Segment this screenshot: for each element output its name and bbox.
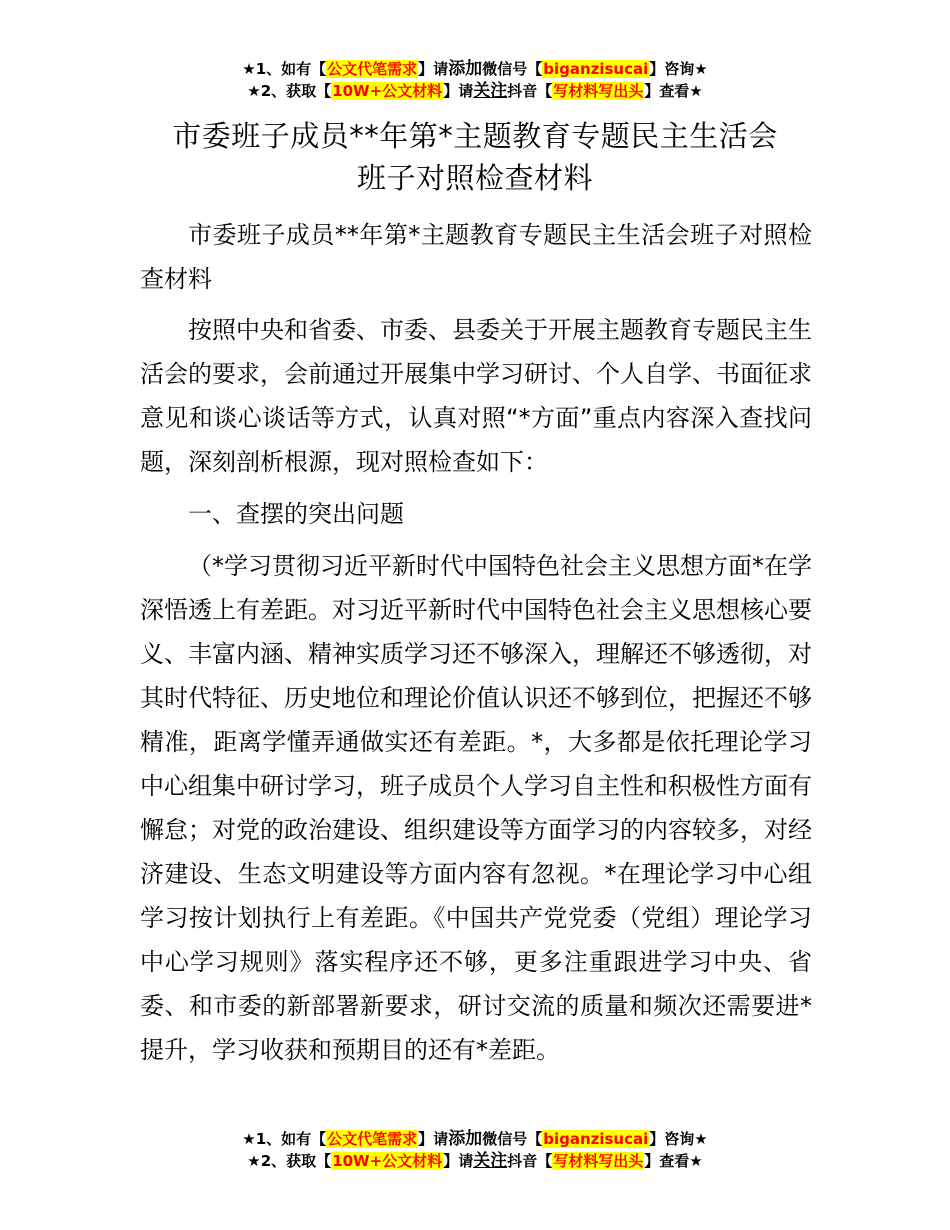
header-banner [0, 58, 950, 102]
paragraph-subtitle: 市委班子成员**年第*主题教育专题民主生活会班子对照检查材料 [140, 221, 812, 293]
footer-banner [0, 1128, 950, 1172]
banner-text: 】请 [418, 1130, 449, 1148]
banner-line-2 [0, 1150, 950, 1172]
banner-emphasis: 关注 [473, 81, 508, 101]
banner-text: 】请 [418, 60, 449, 78]
banner-text: 抖音【 [507, 82, 553, 100]
highlight-wechat-id: biganzisucai [543, 60, 649, 78]
banner-text: ★2、获取【 [247, 1152, 332, 1170]
banner-text: 微信号【 [482, 1130, 543, 1148]
highlight-wechat-id: biganzisucai [543, 1130, 649, 1148]
banner-text: 】请 [443, 1152, 474, 1170]
banner-text: 抖音【 [507, 1152, 553, 1170]
highlight-douyin-account: 写材料写出头 [553, 1152, 644, 1170]
highlight-materials: 10W+公文材料 [332, 82, 443, 100]
title-line-2: 班子对照检查材料 [356, 161, 593, 195]
banner-text: ★1、如有【 [242, 1130, 327, 1148]
banner-emphasis: 添加 [448, 1129, 483, 1149]
banner-line-2 [0, 80, 950, 102]
highlight-service: 公文代笔需求 [327, 1130, 418, 1148]
banner-text: 】咨询★ [649, 60, 708, 78]
banner-text: 】咨询★ [649, 1130, 708, 1148]
document-title [100, 115, 850, 199]
banner-text: 微信号【 [482, 60, 543, 78]
banner-text: 】查看★ [644, 1152, 703, 1170]
banner-emphasis: 添加 [448, 59, 483, 79]
banner-text: 】请 [443, 82, 474, 100]
highlight-materials: 10W+公文材料 [332, 1152, 443, 1170]
banner-text: 】查看★ [644, 82, 703, 100]
document-body [140, 213, 812, 1072]
banner-line-1 [0, 1128, 950, 1150]
highlight-douyin-account: 写材料写出头 [553, 82, 644, 100]
highlight-service: 公文代笔需求 [327, 60, 418, 78]
banner-text: ★2、获取【 [247, 82, 332, 100]
paragraph-intro: 按照中央和省委、市委、县委关于开展主题教育专题民主生活会的要求，会前通过开展集中学习研讨、个人自学、书面征求意见和谈心谈话等方式，认真对照“*方面”重点内容深入查找问题，深刻剖析根源，现对照检查如下： [140, 316, 812, 476]
title-line-1: 市委班子成员**年第*主题教育专题民主生活会 [172, 119, 778, 153]
banner-text: ★1、如有【 [242, 60, 327, 78]
paragraph-issue-1: （*学习贯彻习近平新时代中国特色社会主义思想方面*在学深悟透上有差距。对习近平新时代中国特色社会主义思想核心要义、丰富内涵、精神实质学习还不够深入，理解还不够透彻，对其时代特征、历史地位和理论价值认识还不够到位，把握还不够精准，距离学懂弄通做实还有差距。*，大多都是依托理论学习中心组集中研讨学习，班子成员个人学习自主性和积极性方面有懈怠；对党的政治建设、组织建设等方面学习的内容较多，对经济建设、生态文明建设等方面内容有忽视。*在理论学习中心组学习按计划执行上有差距。《中国共产党党委（党组）理论学习中心学习规则》落实程序还不够，更多注重跟进学习中央、省委、和市委的新部署新要求，研讨交流的质量和频次还需要进*提升，学习收获和预期目的还有*差距。 [140, 552, 812, 1064]
section-heading: 一、查摆的突出问题 [188, 500, 404, 528]
banner-line-1 [0, 58, 950, 80]
banner-emphasis: 关注 [473, 1151, 508, 1171]
